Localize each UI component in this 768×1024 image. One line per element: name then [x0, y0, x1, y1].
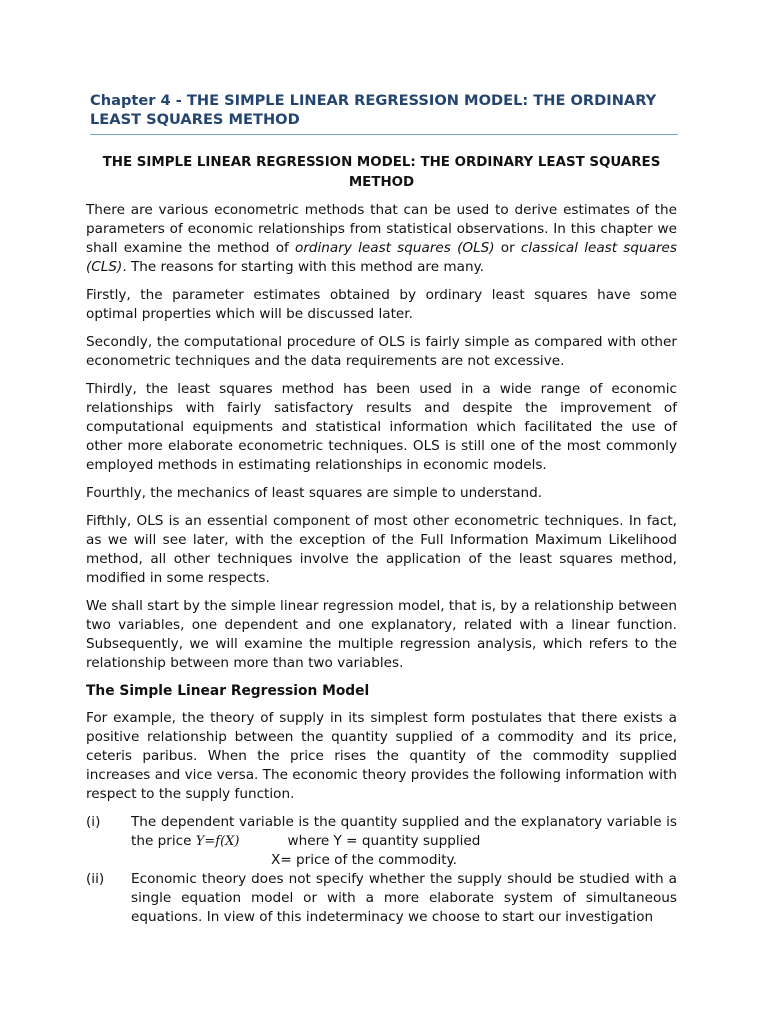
paragraph-secondly: Secondly, the computational procedure of OLS is fairly simple as compared with other econometric techniques and the data requirements are not excessive.: [86, 334, 677, 369]
assumption-list: [86, 813, 677, 927]
heading-divider: [90, 134, 678, 135]
main-title: THE SIMPLE LINEAR REGRESSION MODEL: THE ORDINARY LEAST SQUARES METHOD: [102, 155, 661, 190]
paragraph-thirdly: Thirdly, the least squares method has been used in a wide range of economic relationships with fairly satisfactory results and despite the improvement of computational equipments and statistical information which facilitated the use of other more elaborate econometric techniques. OLS is still one of the most commonly employed methods in estimating relationships in economic models.: [86, 381, 677, 473]
where-definition: where Y = quantity supplied: [287, 833, 481, 849]
paragraph-supply: For example, the theory of supply in its simplest form postulates that there exists a positive relationship between the quantity supplied of a commodity and its price, ceteris paribus. When the price rises the quantity of the commodity supplied increases and vice versa. The economic theory provides the following information with respect to the supply function.: [86, 710, 677, 802]
intro-text-1: There are various econometric methods that can be used to derive estimates of the parameters of economic relationships from statistical observations. In this chapter we shall examine the method of: [86, 202, 677, 256]
document-body: [86, 153, 677, 927]
list-item-text: The dependent variable is the quantity supplied and the explanatory variable is the price: [131, 814, 677, 849]
paragraph-fifthly: Fifthly, OLS is an essential component of most other econometric techniques. In fact, as we will see later, with the exception of the Full Information Maximum Likelihood method, all other techniques involve the application of the least squares method, modified in some respects.: [86, 513, 677, 586]
intro-text-3: . The reasons for starting with this method are many.: [122, 259, 484, 275]
intro-text-2: or: [494, 240, 521, 256]
supply-function-formula: Y=f(X): [195, 834, 240, 849]
list-item: [86, 813, 677, 870]
paragraph-start: We shall start by the simple linear regression model, that is, by a relationship between two variables, one dependent and one explanatory, related with a linear function. Subsequently, we will examine the multiple regression analysis, which refers to the relationship between more than two variables.: [86, 598, 677, 671]
paragraph-fourthly: Fourthly, the mechanics of least squares are simple to understand.: [86, 485, 543, 501]
intro-paragraph: [86, 201, 677, 277]
intro-emphasis-ols: ordinary least squares (OLS): [295, 240, 495, 256]
list-marker: (ii): [86, 871, 105, 887]
list-marker: (i): [86, 814, 101, 830]
list-item-text: Economic theory does not specify whether the supply should be studied with a single equation model or with a more elaborate system of simultaneous equations. In view of this indeterminacy we choose to start our investigation: [131, 871, 677, 925]
intro-emphasis-cls: classical least squares (CLS): [86, 240, 677, 275]
chapter-heading: Chapter 4 - THE SIMPLE LINEAR REGRESSION MODEL: THE ORDINARY LEAST SQUARES METHOD: [90, 92, 657, 128]
section-heading: The Simple Linear Regression Model: [86, 683, 370, 699]
price-definition: X= price of the commodity.: [271, 852, 457, 868]
paragraph-firstly: Firstly, the parameter estimates obtained by ordinary least squares have some optimal properties which will be discussed later.: [86, 287, 677, 322]
list-item: [86, 870, 677, 927]
